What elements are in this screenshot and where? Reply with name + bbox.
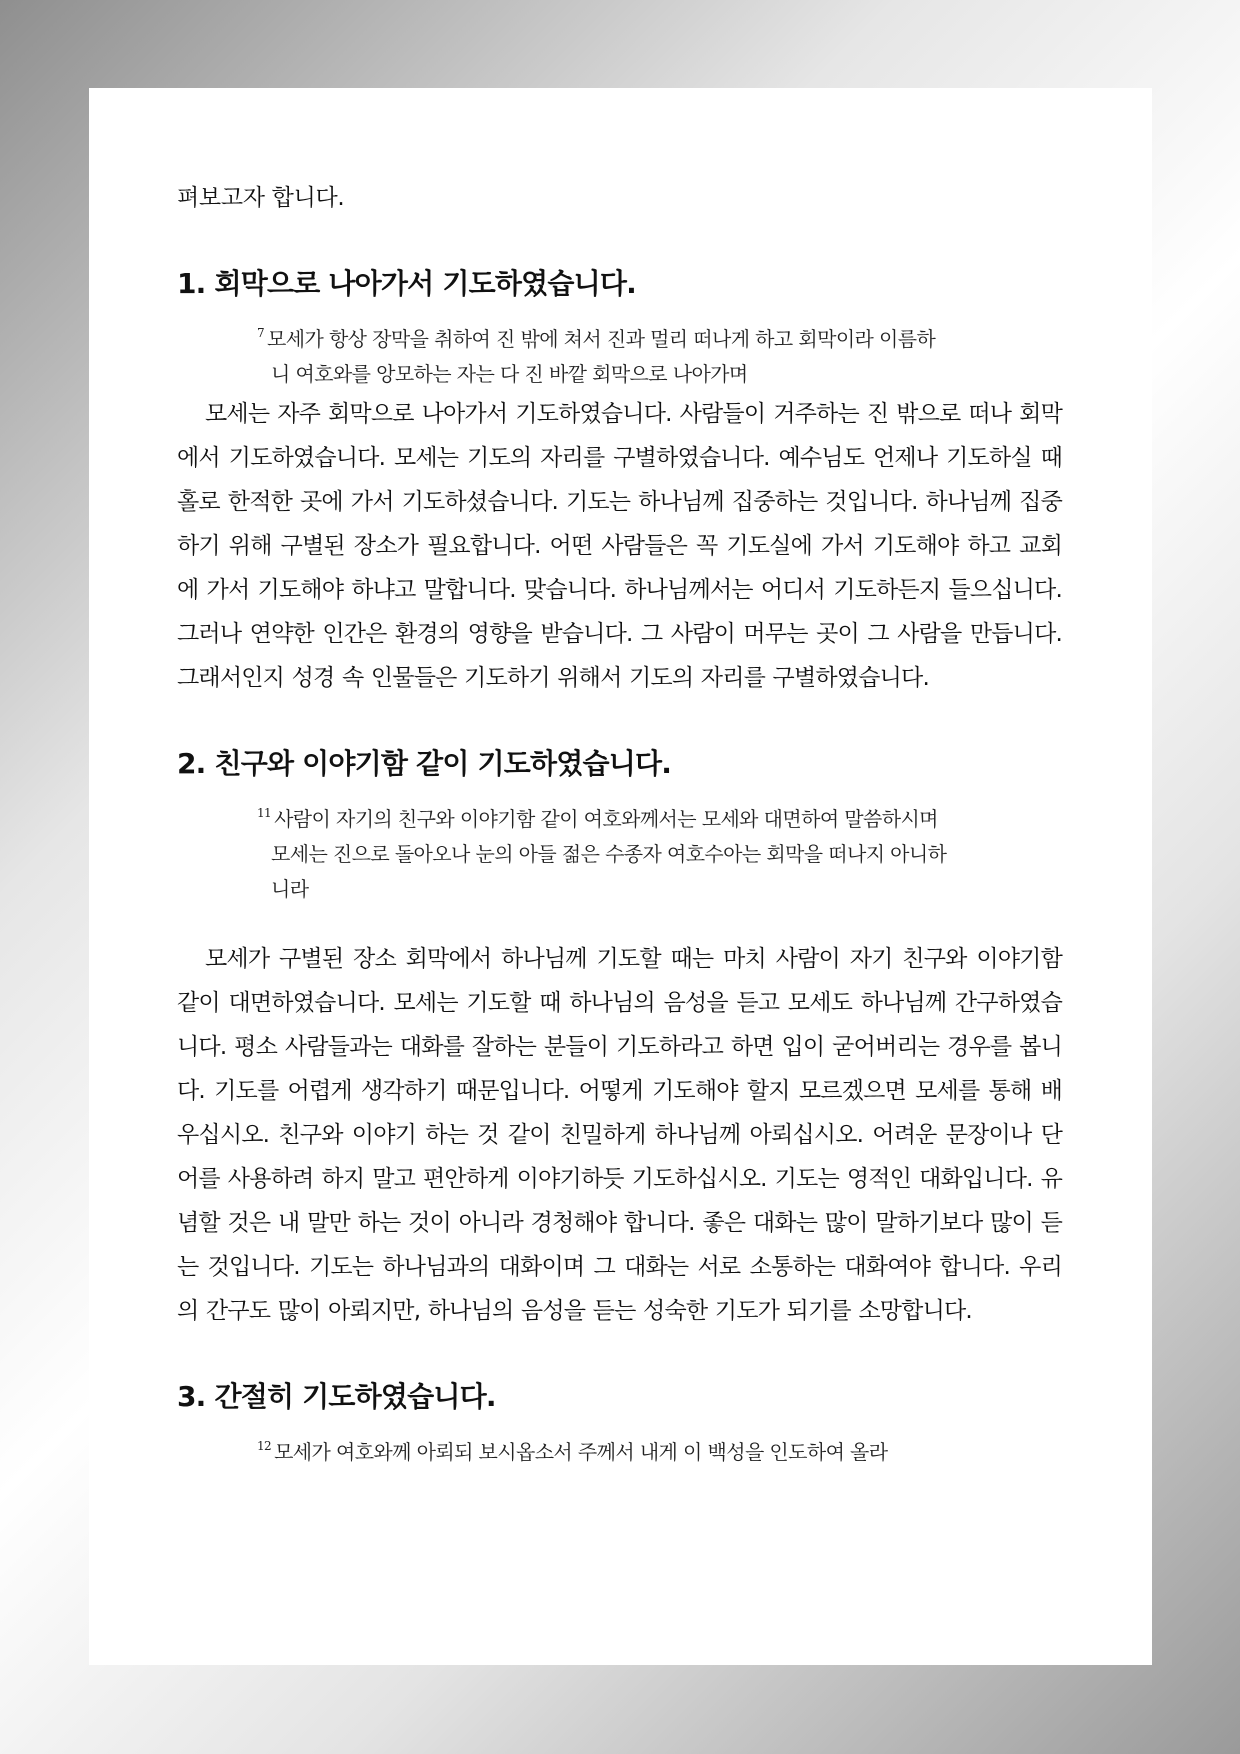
scripture-quote-3 xyxy=(257,1429,951,1470)
document-page xyxy=(89,88,1152,1665)
section-body-1: 모세는 자주 회막으로 나아가서 기도하였습니다. 사람들이 거주하는 진 밖으로 떠나 회막에서 기도하였습니다. 모세는 기도의 자리를 구별하였습니다. 예수님도 언제나 기도하실 때 홀로 한적한 곳에 가서 기도하셨습니다. 기도는 하나님께 집중하는 것입니다. 하나님께 집중하기 위해 구별된 장소가 필요합니다. 어떤 사람들은 꼭 기도실에 가서 기도해야 하고 교회에 가서 기도해야 하냐고 말합니다. 맞습니다. 하나님께서는 어디서 기도하든지 들으십니다. 그러나 연약한 인간은 환경의 영향을 받습니다. 그 사람이 머무는 곳이 그 사람을 만듭니다. 그래서인지 성경 속 인물들은 기도하기 위해서 기도의 자리를 구별하였습니다. xyxy=(177,401,1062,691)
verse-text: 모세가 항상 장막을 취하여 진 밖에 쳐서 진과 멀리 떠나게 하고 회막이라 이름하니 여호와를 앙모하는 자는 다 진 바깥 회막으로 나아가며 xyxy=(267,327,936,386)
section-heading-2: 2. 친구와 이야기함 같이 기도하였습니다. xyxy=(177,747,672,780)
verse-number: 11 xyxy=(257,806,272,820)
verse-text: 모세가 여호와께 아뢰되 보시옵소서 주께서 내게 이 백성을 인도하여 올라 xyxy=(274,1440,888,1464)
scripture-quote-1 xyxy=(257,316,951,392)
section-heading-1: 1. 회막으로 나아가서 기도하였습니다. xyxy=(177,267,636,300)
section-body-2: 모세가 구별된 장소 회막에서 하나님께 기도할 때는 마치 사람이 자기 친구와 이야기함 같이 대면하였습니다. 모세는 기도할 때 하나님의 음성을 듣고 모세도 하나님께 간구하였습니다. 평소 사람들과는 대화를 잘하는 분들이 기도하라고 하면 입이 굳어버리는 경우를 봅니다. 기도를 어렵게 생각하기 때문입니다. 어떻게 기도해야 할지 모르겠으면 모세를 통해 배우십시오. 친구와 이야기 하는 것 같이 친밀하게 하나님께 아뢰십시오. 어려운 문장이나 단어를 사용하려 하지 말고 편안하게 이야기하듯 기도하십시오. 기도는 영적인 대화입니다. 유념할 것은 내 말만 하는 것이 아니라 경청해야 합니다. 좋은 대화는 많이 말하기보다 많이 듣는 것입니다. 기도는 하나님과의 대화이며 그 대화는 서로 소통하는 대화여야 합니다. 우리의 간구도 많이 아뢰지만, 하나님의 음성을 듣는 성숙한 기도가 되기를 소망합니다. xyxy=(177,946,1062,1324)
verse-number: 12 xyxy=(257,1439,272,1453)
verse-text: 사람이 자기의 친구와 이야기함 같이 여호와께서는 모세와 대면하여 말씀하시며 모세는 진으로 돌아오나 눈의 아들 젊은 수종자 여호수아는 회막을 떠나지 아니하니라 xyxy=(271,807,947,901)
intro-text: 펴보고자 합니다. xyxy=(177,185,345,211)
scripture-quote-2 xyxy=(257,796,951,907)
verse-number: 7 xyxy=(257,326,265,340)
section-heading-3: 3. 간절히 기도하였습니다. xyxy=(177,1380,496,1413)
